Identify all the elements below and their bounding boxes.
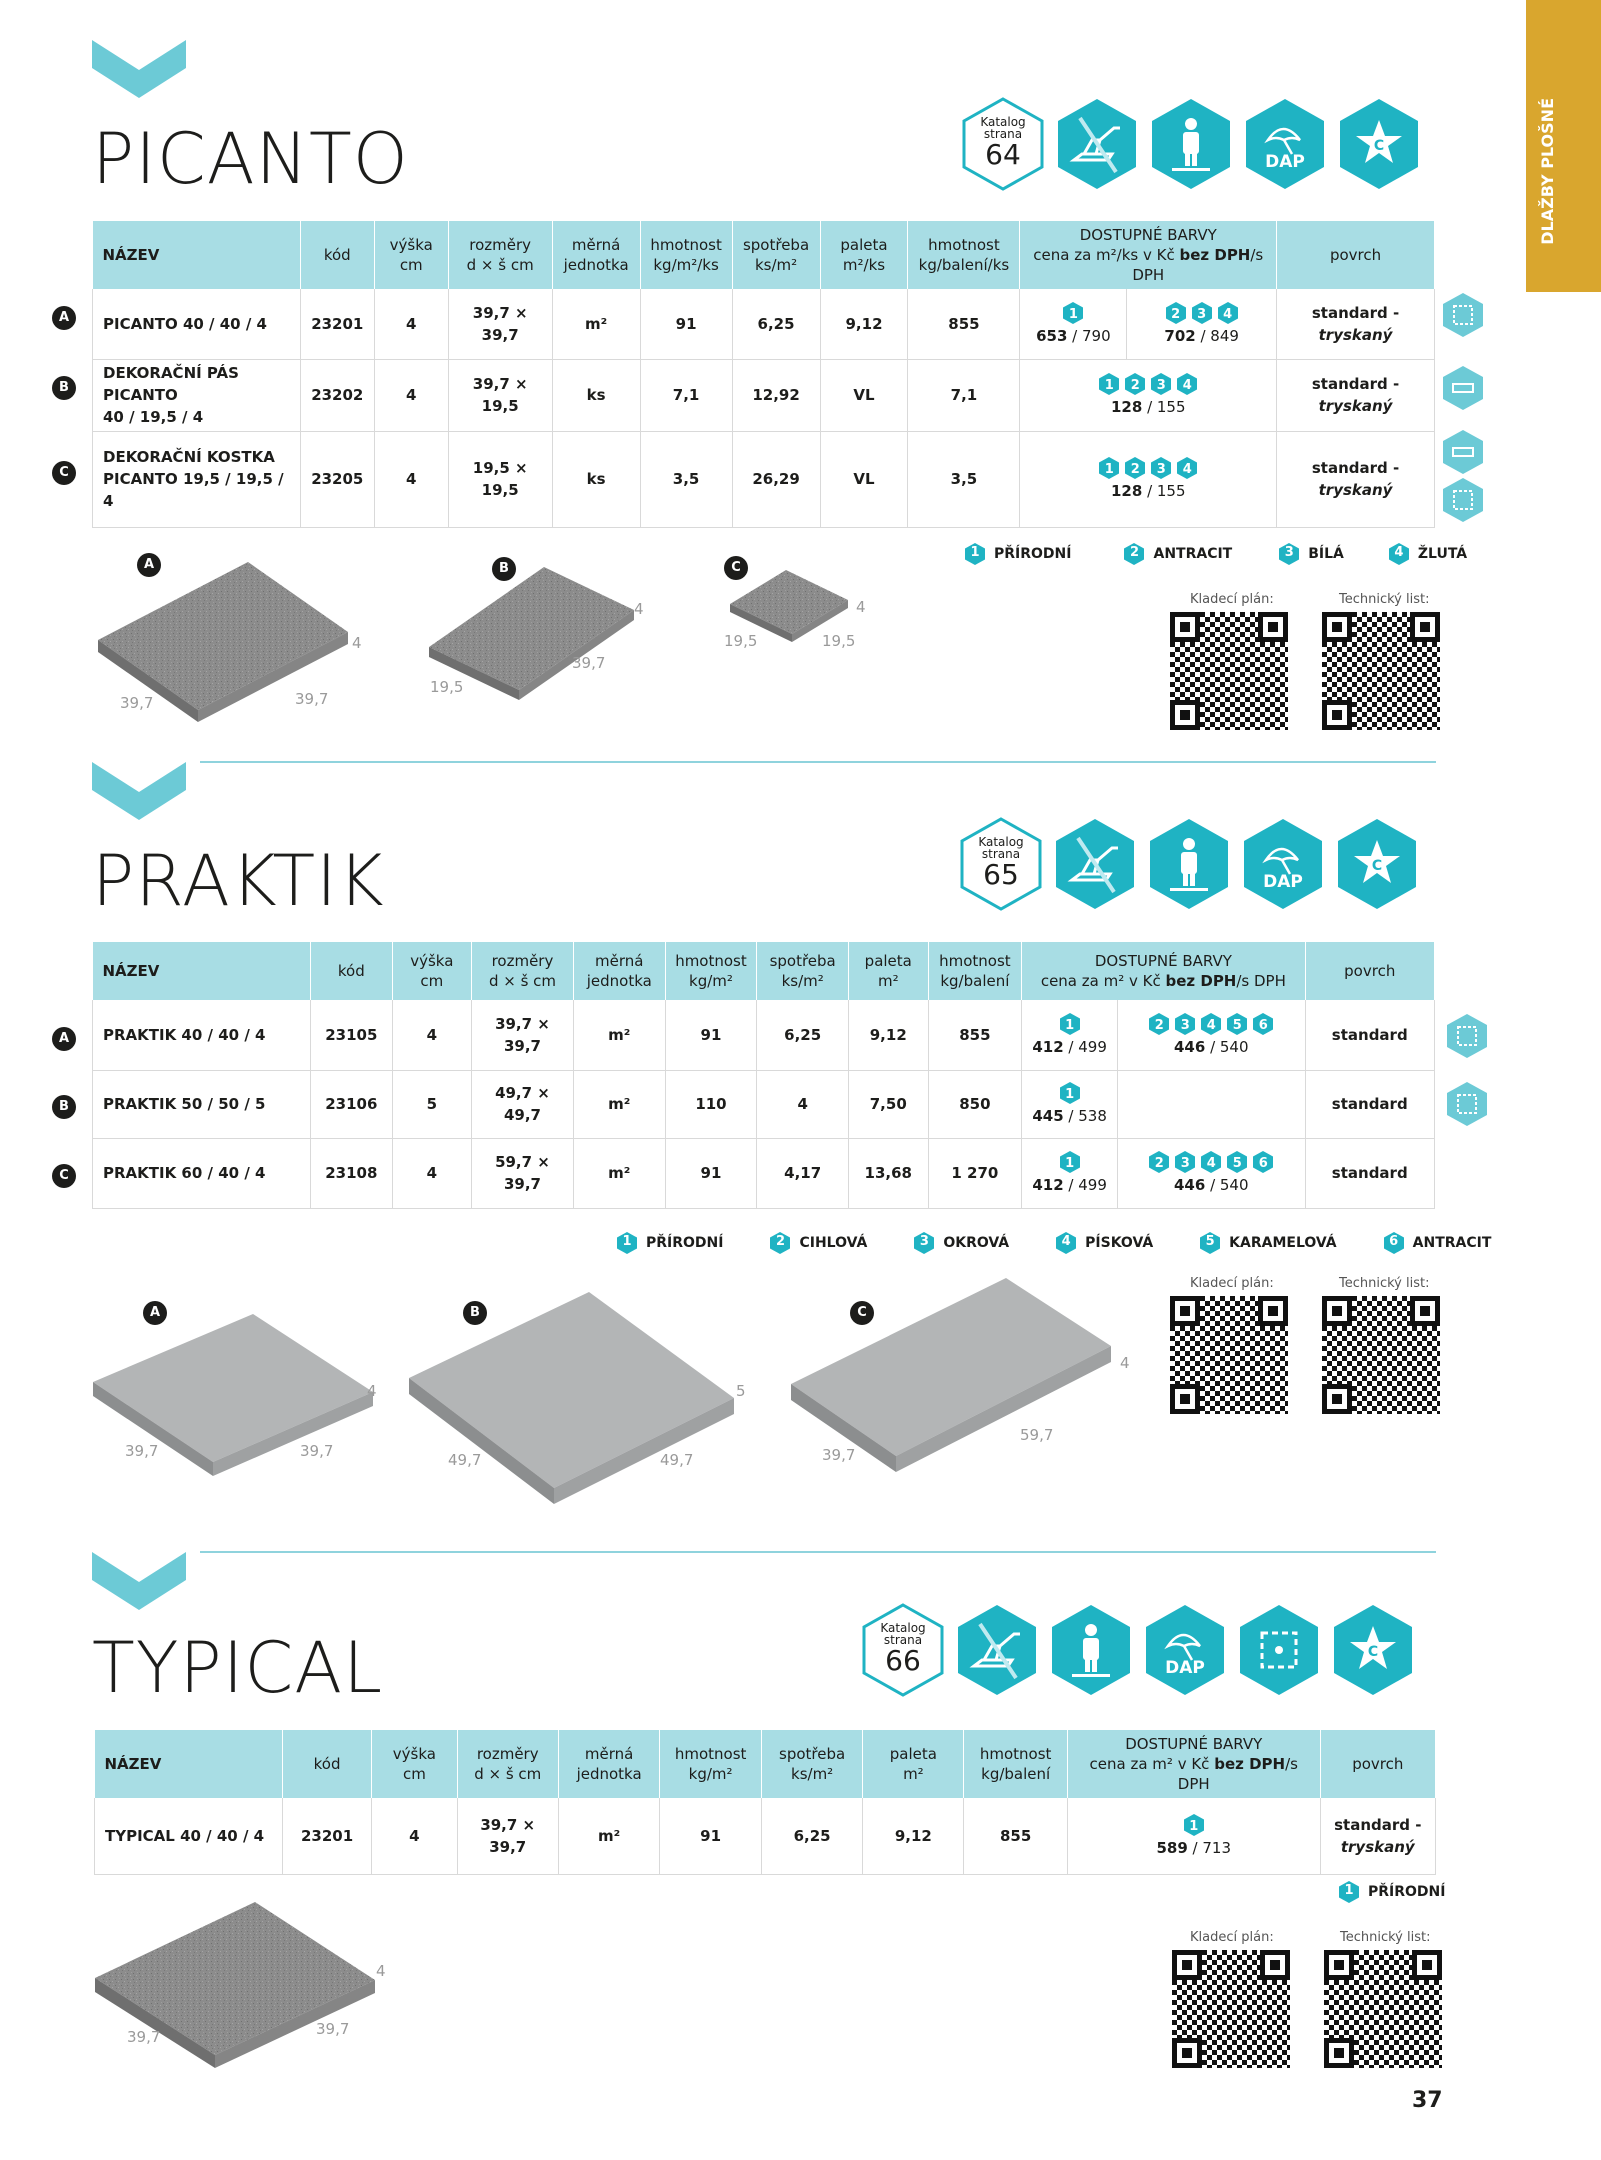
- color-number-badge: 2: [1123, 542, 1145, 566]
- feature-icons-typical: [860, 1602, 1416, 1698]
- color-swatches: [1026, 1081, 1113, 1105]
- color-number-badge: 4: [1176, 372, 1198, 396]
- tile-tag: B: [492, 557, 516, 581]
- certified-star-icon: [1336, 96, 1422, 192]
- row-tag: B: [52, 376, 76, 400]
- color-number-badge: 3: [1150, 456, 1172, 480]
- color-number-badge: 1: [964, 542, 986, 566]
- row-tag: B: [52, 1095, 76, 1119]
- certified-star-icon: [1330, 1602, 1416, 1698]
- page-number: 37: [1412, 2088, 1443, 2113]
- color-number-badge: 6: [1383, 1231, 1405, 1255]
- color-legend-typical: 1 PŘÍRODNÍ: [1336, 1880, 1445, 1904]
- table-row: DEKORAČNÍ PÁS PICANTO 40 / 19,5 / 4 23202 4 39,7 × 19,5 ks 7,1 12,92 VL 7,1 1 2 3 4 128 / 155 standard - tryskaný: [93, 359, 1435, 431]
- color-number-badge: 4: [1388, 542, 1410, 566]
- color-number-badge: 4: [1200, 1012, 1222, 1036]
- color-swatches: [1026, 1150, 1113, 1174]
- table-row: DEKORAČNÍ KOSTKA PICANTO 19,5 / 19,5 / 4 23205 4 19,5 × 19,5 ks 3,5 26,29 VL 3,5 1 2 3 4 128 / 155 standard - tryskaný: [93, 431, 1435, 527]
- tile-illustration-b: [404, 1290, 738, 1508]
- tile-tag: A: [137, 553, 161, 577]
- color-swatches: [1024, 456, 1272, 480]
- qr-code-technical-sheet[interactable]: [1322, 1296, 1440, 1414]
- color-number-badge: 1: [1059, 1012, 1081, 1036]
- color-swatches: [1026, 1012, 1113, 1036]
- color-number-badge: 4: [1217, 301, 1239, 325]
- color-number-badge: 1: [1098, 456, 1120, 480]
- color-number-badge: 2: [1148, 1150, 1170, 1174]
- no-tooling-icon: [1441, 428, 1485, 476]
- svg-text:C: C: [1371, 858, 1383, 874]
- laying-pattern-icon: [1236, 1602, 1322, 1698]
- catalog-page-badge: Katalog strana 66: [860, 1602, 946, 1698]
- feature-icons-praktik: [958, 816, 1420, 912]
- qr-code-technical-sheet[interactable]: [1324, 1950, 1442, 2068]
- pedestrian-icon: [1048, 1602, 1134, 1698]
- product-table-picanto: NÁZEV kód výška cm rozměry d × š cm měrná jednotka hmotnost kg/m²/ks spotřeba ks/m² paleta m²/ks hmotnost kg/balení/ks DOSTUPNÉ BARVY cena za m²/ks v Kč bez DPH/s DPH povrch PICANTO 40 / 40 / 4 23201 4 39,7 × 39,7 m² 91 6,25 9,12 855 1 653 / 790 2 3 4 702 / 849 standard - tryskaný DEKORAČNÍ PÁS PICANTO 40 / 19,5 / 4 23202 4 39,7 × 19,5 ks 7,1 12,92 VL 7,1 1 2 3 4 128 / 155 standard - tryskaný DEKORAČNÍ KOSTKA PICANTO 19,5 / 19,5 / 4 23205 4 19,5 × 19,5 ks 3,5 26,29 VL 3,5 1 2 3 4 128 / 155 standard - tryskaný: [92, 221, 1435, 528]
- color-number-badge: 3: [1278, 542, 1300, 566]
- color-swatches: [1024, 372, 1272, 396]
- catalog-page-badge: Katalog strana 65: [958, 816, 1044, 912]
- color-number-badge: 1: [1059, 1081, 1081, 1105]
- chevron-down-icon: [92, 762, 186, 820]
- color-number-badge: 6: [1252, 1012, 1274, 1036]
- dap-umbrella-icon: DAP: [1242, 96, 1328, 192]
- color-number-badge: 2: [1124, 456, 1146, 480]
- color-swatches: [1122, 1150, 1300, 1174]
- no-vibration-plate-icon: [954, 1602, 1040, 1698]
- catalog-page-number: 65: [983, 858, 1019, 891]
- color-swatches: [1122, 1012, 1300, 1036]
- row-tag: A: [52, 1027, 76, 1051]
- divider: [200, 1551, 1436, 1553]
- qr-code-technical-sheet[interactable]: [1322, 612, 1440, 730]
- qr-code-laying-plan[interactable]: [1172, 1950, 1290, 2068]
- color-number-badge: 3: [913, 1231, 935, 1255]
- tile-tag: C: [724, 556, 748, 580]
- color-number-badge: 5: [1226, 1012, 1248, 1036]
- qr-code-laying-plan[interactable]: [1170, 612, 1288, 730]
- color-number-badge: 3: [1191, 301, 1213, 325]
- catalog-page-badge: Katalog strana 64: [960, 96, 1046, 192]
- color-number-badge: 3: [1150, 372, 1172, 396]
- color-legend-picanto: 1 PŘÍRODNÍ 2 ANTRACIT 3 BÍLÁ 4 ŽLUTÁ: [962, 542, 1467, 566]
- table-row: PRAKTIK 60 / 40 / 4 23108 4 59,7 × 39,7 m² 91 4,17 13,68 1 270 1 412 / 499 2 3 4 5 6 446 / 540 standard: [93, 1138, 1435, 1208]
- row-tag: C: [52, 461, 76, 485]
- table-row: PRAKTIK 50 / 50 / 5 23106 5 49,7 × 49,7 m² 110 4 7,50 850 1 445 / 538 standard: [93, 1070, 1435, 1138]
- pedestrian-icon: [1146, 816, 1232, 912]
- color-number-badge: 5: [1199, 1231, 1221, 1255]
- color-number-badge: 1: [616, 1231, 638, 1255]
- color-number-badge: 3: [1174, 1012, 1196, 1036]
- product-title-typical: TYPICAL: [92, 1627, 384, 1709]
- color-number-badge: 4: [1055, 1231, 1077, 1255]
- pedestrian-icon: [1148, 96, 1234, 192]
- color-number-badge: 4: [1200, 1150, 1222, 1174]
- color-swatches: [1131, 301, 1272, 325]
- table-row: PICANTO 40 / 40 / 4 23201 4 39,7 × 39,7 m² 91 6,25 9,12 855 1 653 / 790 2 3 4 702 / 849 standard - tryskaný: [93, 289, 1435, 359]
- no-vibration-plate-icon: [1054, 96, 1140, 192]
- no-vibration-plate-icon: [1052, 816, 1138, 912]
- table-row: TYPICAL 40 / 40 / 4 23201 4 39,7 × 39,7 m² 91 6,25 9,12 855 1 589 / 713 standard - tryskaný: [95, 1798, 1436, 1874]
- row-tag: C: [52, 1164, 76, 1188]
- color-number-badge: 5: [1226, 1150, 1248, 1174]
- catalog-page-number: 64: [985, 138, 1021, 171]
- laying-pattern-icon: [1445, 1012, 1489, 1060]
- svg-text:C: C: [1373, 138, 1385, 154]
- section-tab: [1526, 0, 1601, 292]
- laying-pattern-icon: [1441, 291, 1485, 339]
- color-number-badge: 2: [1148, 1012, 1170, 1036]
- color-number-badge: 1: [1183, 1813, 1205, 1837]
- feature-icons-picanto: [960, 96, 1422, 192]
- dap-umbrella-icon: DAP: [1240, 816, 1326, 912]
- row-tag: A: [52, 306, 76, 330]
- laying-pattern-icon: [1441, 476, 1485, 524]
- color-number-badge: 2: [1124, 372, 1146, 396]
- color-swatches: [1024, 301, 1122, 325]
- color-number-badge: 6: [1252, 1150, 1274, 1174]
- color-number-badge: 2: [769, 1231, 791, 1255]
- color-number-badge: 1: [1059, 1150, 1081, 1174]
- tile-tag: A: [143, 1301, 167, 1325]
- color-number-badge: 2: [1165, 301, 1187, 325]
- color-number-badge: 3: [1174, 1150, 1196, 1174]
- certified-star-icon: [1334, 816, 1420, 912]
- divider: [200, 761, 1436, 763]
- product-title-praktik: PRAKTIK: [92, 840, 385, 922]
- tile-tag: C: [850, 1301, 874, 1325]
- color-swatches: [1072, 1813, 1316, 1837]
- catalog-page-number: 66: [885, 1644, 921, 1677]
- dap-umbrella-icon: DAP: [1142, 1602, 1228, 1698]
- qr-code-laying-plan[interactable]: [1170, 1296, 1288, 1414]
- product-table-praktik: NÁZEV kód výška cm rozměry d × š cm měrná jednotka hmotnost kg/m² spotřeba ks/m² paleta m² hmotnost kg/balení DOSTUPNÉ BARVY cena za m² v Kč bez DPH/s DPH povrch PRAKTIK 40 / 40 / 4 23105 4 39,7 × 39,7 m² 91 6,25 9,12 855 1 412 / 499 2 3 4 5 6 446 / 540 standard PRAKTIK 50 / 50 / 5 23106 5 49,7 × 49,7 m² 110 4 7,50 850 1 445 / 538 standard PRAKTIK 60 / 40 / 4 23108 4 59,7 × 39,7 m² 91 4,17 13,68 1 270 1 412 / 499 2 3 4 5 6 446 / 540 standard: [92, 942, 1435, 1209]
- color-number-badge: 4: [1176, 456, 1198, 480]
- color-number-badge: 1: [1338, 1880, 1360, 1904]
- section-tab-label: DLAŽBY PLOŠNÉ: [1538, 98, 1557, 245]
- tile-tag: B: [463, 1301, 487, 1325]
- svg-text:C: C: [1367, 1644, 1379, 1660]
- tile-illustration: [90, 1900, 380, 2072]
- color-legend-praktik: 1 PŘÍRODNÍ 2 CIHLOVÁ 3 OKROVÁ 4 PÍSKOVÁ 5 KARAMELOVÁ 6 ANTRACIT: [614, 1231, 1491, 1255]
- color-number-badge: 1: [1062, 301, 1084, 325]
- chevron-down-icon: [92, 40, 186, 98]
- laying-pattern-icon: [1445, 1080, 1489, 1128]
- no-tooling-icon: [1441, 364, 1485, 412]
- product-title-picanto: PICANTO: [92, 118, 409, 200]
- color-number-badge: 1: [1098, 372, 1120, 396]
- table-row: PRAKTIK 40 / 40 / 4 23105 4 39,7 × 39,7 m² 91 6,25 9,12 855 1 412 / 499 2 3 4 5 6 446 / 540 standard: [93, 1000, 1435, 1070]
- product-table-typical: NÁZEV kód výška cm rozměry d × š cm měrná jednotka hmotnost kg/m² spotřeba ks/m² paleta m² hmotnost kg/balení DOSTUPNÉ BARVY cena za m² v Kč bez DPH/s DPH povrch TYPICAL 40 / 40 / 4 23201 4 39,7 × 39,7 m² 91 6,25 9,12 855 1 589 / 713 standard - tryskaný: [94, 1730, 1436, 1875]
- chevron-down-icon: [92, 1552, 186, 1610]
